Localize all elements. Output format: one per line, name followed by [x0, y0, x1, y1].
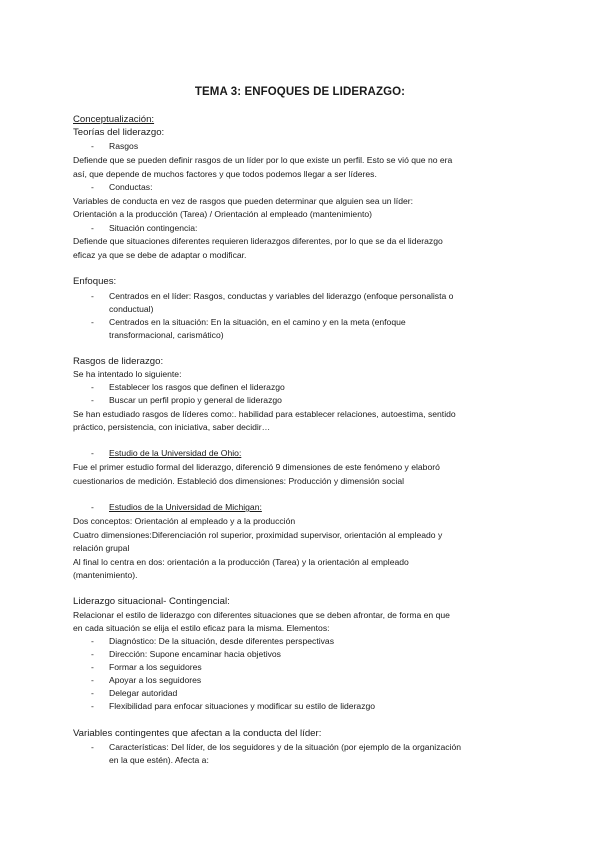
paragraph-line: Defiende que se pueden definir rasgos de un líder por lo que existe un perfil. Esto se vió que no era — [73, 155, 453, 165]
heading-michigan: Estudios de la Universidad de Michigan: — [109, 502, 262, 512]
bullet-dash: - — [91, 675, 94, 685]
section-heading-conceptualizacion: Conceptualización: — [73, 114, 155, 125]
section-heading-enfoques: Enfoques: — [73, 276, 117, 287]
paragraph-line: (mantenimiento). — [73, 570, 138, 580]
bullet-dash: - — [91, 662, 94, 672]
bullet-dash: - — [91, 182, 94, 192]
paragraph-line: Se ha intentado lo siguiente: — [73, 369, 182, 379]
list-item: Situación contingencia: — [109, 223, 198, 233]
list-item-continuation: transformacional, carismático) — [109, 330, 224, 340]
bullet-dash: - — [91, 448, 94, 458]
bullet-dash: - — [91, 688, 94, 698]
list-item: Centrados en la situación: En la situación, en el camino y en la meta (enfoque — [109, 317, 406, 327]
list-item: Delegar autoridad — [109, 688, 178, 698]
list-item: Formar a los seguidores — [109, 662, 202, 672]
section-heading-variables: Variables contingentes que afectan a la conducta del líder: — [73, 728, 322, 739]
paragraph-line: Cuatro dimensiones:Diferenciación rol superior, proximidad supervisor, orientación al empleado y — [73, 530, 443, 540]
list-item: Características: Del líder, de los seguidores y de la situación (por ejemplo de la organización — [109, 742, 462, 752]
list-item: Establecer los rasgos que definen el liderazgo — [109, 382, 285, 392]
bullet-dash: - — [91, 395, 94, 405]
paragraph-line: Fue el primer estudio formal del liderazgo, diferenció 9 dimensiones de este fenómeno y elaboró — [73, 462, 440, 472]
paragraph-line: así, que depende de muchos factores y que todos podemos llegar a ser líderes. — [73, 169, 377, 179]
bullet-dash: - — [91, 317, 94, 327]
paragraph-line: eficaz ya que se debe de adaptar o modificar. — [73, 250, 247, 260]
paragraph-line: relación grupal — [73, 543, 130, 553]
bullet-dash: - — [91, 223, 94, 233]
paragraph-line: práctico, persistencia, con iniciativa, saber decidir… — [73, 422, 271, 432]
list-item: Conductas: — [109, 182, 153, 192]
bullet-dash: - — [91, 636, 94, 646]
section-heading-rasgos: Rasgos de liderazgo: — [73, 356, 164, 367]
paragraph-line: Al final lo centra en dos: orientación a la producción (Tarea) y la orientación al empleado — [73, 557, 409, 567]
bullet-dash: - — [91, 291, 94, 301]
paragraph-line: Dos conceptos: Orientación al empleado y a la producción — [73, 516, 296, 526]
bullet-dash: - — [91, 382, 94, 392]
bullet-dash: - — [91, 649, 94, 659]
list-item: Dirección: Supone encaminar hacia objetivos — [109, 649, 281, 659]
heading-ohio: Estudio de la Universidad de Ohio: — [109, 448, 242, 458]
paragraph-line: cuestionarios de medición. Estableció dos dimensiones: Producción y dimensión social — [73, 476, 405, 486]
paragraph-line: Orientación a la producción (Tarea) / Orientación al empleado (mantenimiento) — [73, 209, 373, 219]
paragraph-line: Relacionar el estilo de liderazgo con diferentes situaciones que se deben afrontar, de forma en que — [73, 610, 450, 620]
paragraph-line: Variables de conducta en vez de rasgos que pueden determinar que alguien sea un líder: — [73, 196, 414, 206]
bullet-dash: - — [91, 701, 94, 711]
paragraph-line: Defiende que situaciones diferentes requieren liderazgos diferentes, por lo que se da el liderazgo — [73, 236, 443, 246]
subheading-teorias: Teorías del liderazgo: — [73, 127, 165, 138]
list-item: Buscar un perfil propio y general de liderazgo — [109, 395, 282, 405]
list-item-continuation: en la que estén). Afecta a: — [109, 755, 209, 765]
bullet-dash: - — [91, 502, 94, 512]
section-heading-situacional: Liderazgo situacional- Contingencial: — [73, 596, 230, 607]
document-title: TEMA 3: ENFOQUES DE LIDERAZGO: — [194, 86, 406, 98]
list-item: Diagnóstico: De la situación, desde diferentes perspectivas — [109, 636, 334, 646]
bullet-dash: - — [91, 141, 94, 151]
list-item: Flexibilidad para enfocar situaciones y modificar su estilo de liderazgo — [109, 701, 376, 711]
list-item: Centrados en el líder: Rasgos, conductas y variables del liderazgo (enfoque personalista o — [109, 291, 454, 301]
list-item-continuation: conductual) — [109, 304, 154, 314]
paragraph-line: Se han estudiado rasgos de líderes como:. habilidad para establecer relaciones, autoestima, sentido — [73, 409, 456, 419]
list-item: Apoyar a los seguidores — [109, 675, 202, 685]
paragraph-line: en cada situación se elija el estilo eficaz para la misma. Elementos: — [73, 623, 330, 633]
list-item: Rasgos — [109, 141, 139, 151]
bullet-dash: - — [91, 742, 94, 752]
